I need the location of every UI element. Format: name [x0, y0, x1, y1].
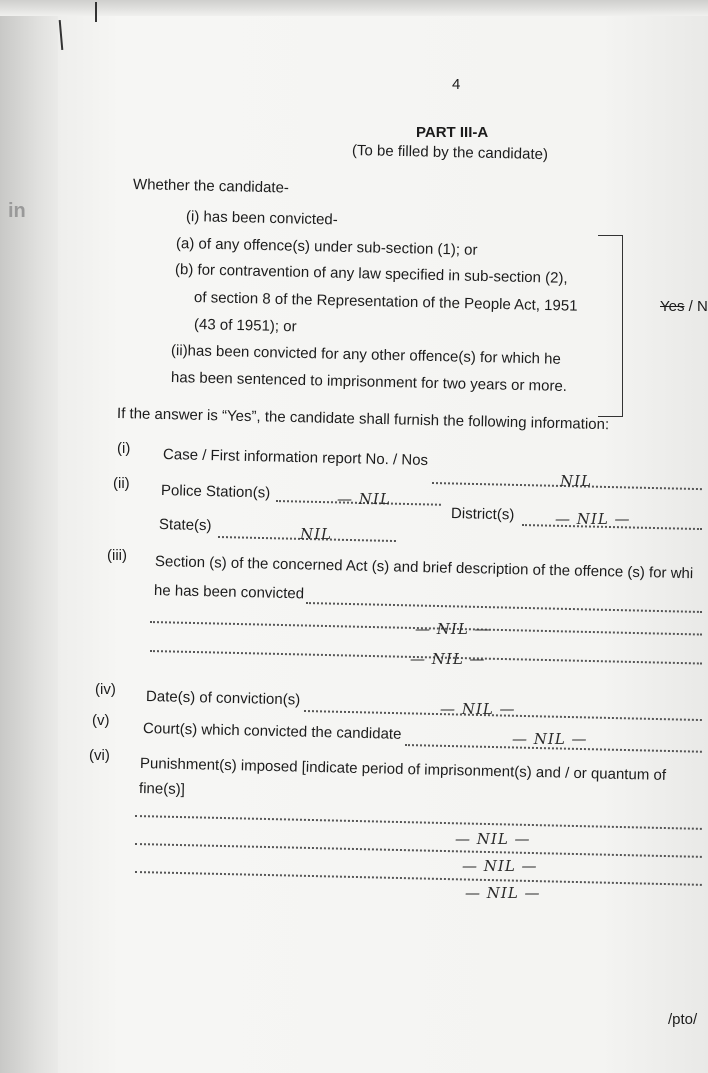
item-a: (a) of any offence(s) under sub-section (1); or	[175, 235, 478, 259]
page-fold-shadow	[0, 0, 58, 1073]
field-6-handwriting-3: — NIL —	[465, 884, 541, 902]
answer-separator: / N	[684, 298, 708, 315]
part-title: PART III-A	[416, 124, 489, 141]
field-6-handwriting-1: — NIL —	[455, 830, 531, 848]
yes-no-answer	[660, 298, 708, 316]
field-5-number: (v)	[92, 712, 110, 729]
item-b-line2: of section 8 of the Representation of the People Act, 1951	[193, 289, 578, 315]
field-2b-handwriting: — NIL —	[555, 510, 631, 528]
item-ii-line1: (ii)has been convicted for any other offence(s) for which he	[170, 342, 562, 368]
page-top-edge	[0, 0, 708, 16]
field-6-handwriting-2: — NIL —	[462, 857, 538, 875]
field-5-handwriting: — NIL —	[512, 730, 588, 748]
field-2c-handwriting: NIL	[300, 525, 333, 543]
item-b-line3: (43 of 1951); or	[193, 316, 297, 336]
field-1-handwriting: NIL	[560, 472, 593, 490]
bleed-through-text: in	[8, 200, 26, 222]
field-6-label-line2: fine(s)]	[138, 780, 186, 799]
field-2-number: (ii)	[113, 475, 130, 492]
field-1-number: (i)	[117, 440, 131, 457]
field-4-number: (iv)	[95, 681, 116, 698]
field-1-label: Case / First information report No. / Nos	[162, 446, 429, 470]
field-6-dots-1	[135, 815, 702, 830]
field-6-dots-3	[135, 871, 702, 886]
item-ii-line2: has been sentenced to imprisonment for two years or more.	[170, 369, 568, 395]
field-5-label: Court(s) which convicted the candidate	[142, 720, 402, 743]
yes-struck: Yes	[660, 298, 685, 315]
field-3-handwriting-2: — NIL —	[410, 650, 486, 668]
field-2b-label: District(s)	[450, 505, 515, 524]
field-3-dots-1	[306, 602, 702, 613]
field-2-label: Police Station(s)	[160, 482, 271, 502]
field-4-handwriting: — NIL —	[440, 700, 516, 718]
field-3-number: (iii)	[107, 547, 127, 564]
page-number: 4	[452, 76, 461, 93]
field-3-label-line2: he has been convicted	[153, 582, 305, 603]
field-6-label-line1: Punishment(s) imposed [indicate period of imprisonment(s) and / or quantum of	[139, 755, 667, 784]
item-b-line1: (b) for contravention of any law specified in sub-section (2),	[174, 261, 568, 287]
pen-mark	[95, 2, 97, 22]
field-3-handwriting-1: — NIL —	[415, 620, 491, 638]
field-6-dots-2	[135, 843, 702, 858]
part-subtitle: (To be filled by the candidate)	[351, 142, 549, 164]
pen-mark	[59, 20, 64, 50]
field-3-label-line1: Section (s) of the concerned Act (s) and brief description of the offence (s) for whi	[154, 553, 694, 583]
field-4-label: Date(s) of conviction(s)	[145, 688, 301, 709]
if-answer-text: If the answer is “Yes”, the candidate shall furnish the following information:	[116, 405, 610, 434]
field-2c-label: State(s)	[158, 516, 212, 535]
field-6-number: (vi)	[89, 747, 110, 764]
item-i: (i) has been convicted-	[185, 208, 338, 229]
intro-text: Whether the candidate-	[132, 176, 290, 197]
answer-bracket	[598, 235, 623, 417]
field-2-handwriting: — NIL	[337, 490, 391, 508]
pto-text: /pto/	[668, 1011, 698, 1028]
